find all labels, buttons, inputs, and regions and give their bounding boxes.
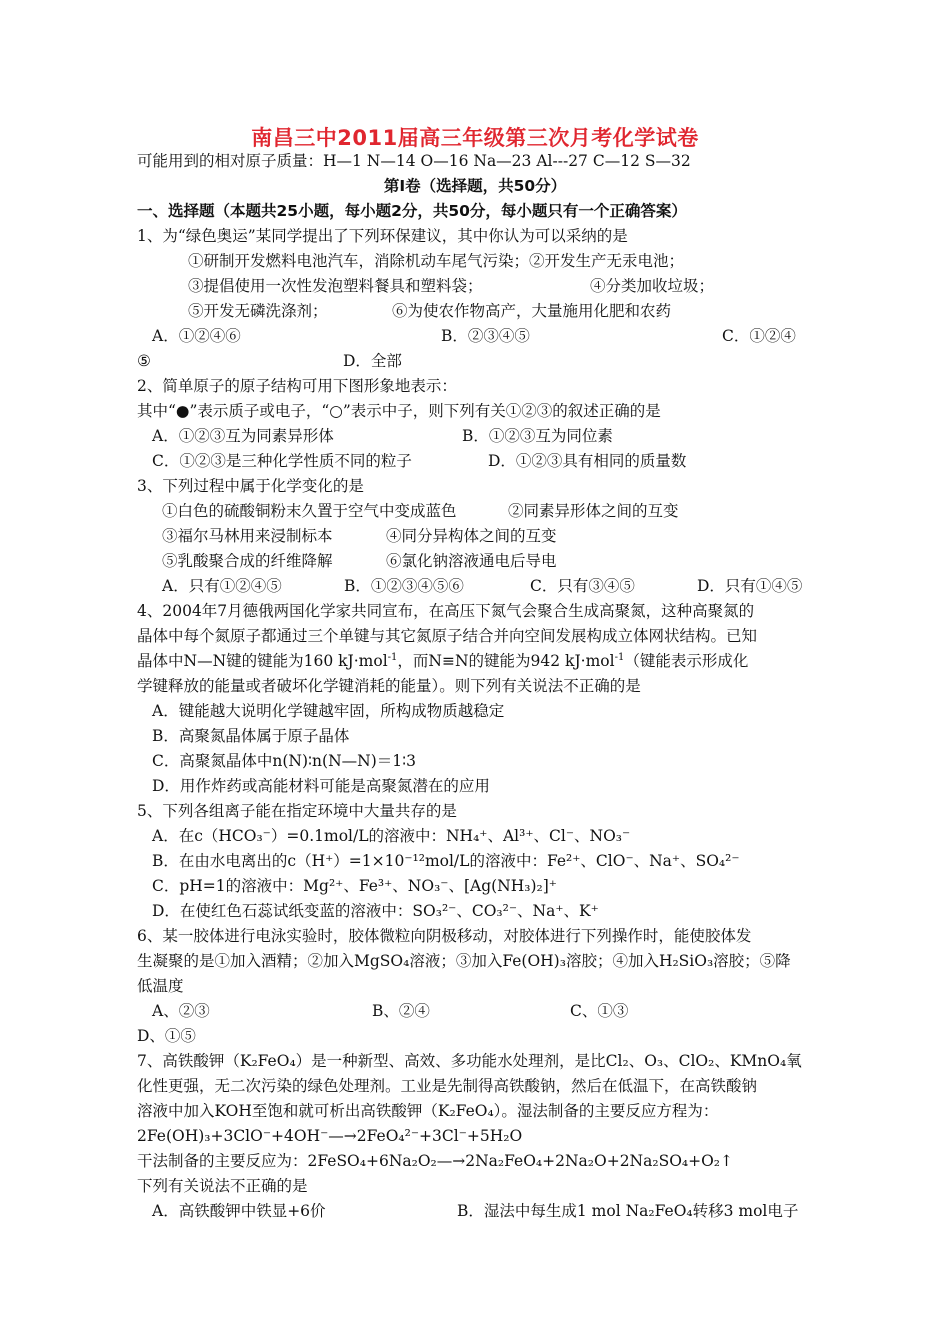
q4-line3-part1: 晶体中N—N键的键能为160 kJ·mol: [137, 652, 388, 670]
q2-stem: 2、简单原子的原子结构可用下图形象地表示：: [137, 377, 457, 395]
q3-option-d: D．只有①④⑤: [697, 577, 803, 595]
q1-item-6: ⑥为使农作物高产，大量施用化肥和农药: [392, 302, 672, 320]
q3-option-c: C．只有③④⑤: [530, 577, 635, 595]
q4-line3-part3: （键能表示形成化: [624, 652, 749, 670]
q2-legend: 其中“●”表示质子或电子，“○”表示中子，则下列有关①②③的叙述正确的是: [137, 402, 661, 420]
q2-option-b: B．①②③互为同位素: [462, 427, 613, 445]
q5-option-b: B．在由水电离出的c（H⁺）=1×10⁻¹²mol/L的溶液中：Fe²⁺、ClO⁻、Na⁺、SO₄²⁻: [152, 852, 740, 870]
q1-option-c: C．①②④: [722, 327, 796, 345]
q3-stem: 3、下列过程中属于化学变化的是: [137, 477, 364, 495]
q5-option-d: D．在使红色石蕊试纸变蓝的溶液中：SO₃²⁻、CO₃²⁻、Na⁺、K⁺: [152, 902, 599, 920]
q3-option-b: B．①②③④⑤⑥: [344, 577, 464, 595]
q7-line6: 下列有关说法不正确的是: [137, 1177, 308, 1195]
q2-option-d: D．①②③具有相同的质量数: [488, 452, 687, 470]
q1-stem: 1、为“绿色奥运”某同学提出了下列环保建议，其中你认为可以采纳的是: [137, 227, 628, 245]
q7-line1: 7、高铁酸钾（K₂FeO₄）是一种新型、高效、多功能水处理剂，是比Cl₂、O₃、ClO₂、KMnO₄氧: [137, 1052, 802, 1070]
q7-line3: 溶液中加入KOH至饱和就可析出高铁酸钾（K₂FeO₄）。湿法制备的主要反应方程为：: [137, 1102, 719, 1120]
exam-title: 南昌三中2011届高三年级第三次月考化学试卷: [251, 126, 699, 150]
q7-wet-equation: 2Fe(OH)₃+3ClO⁻+4OH⁻—→2FeO₄²⁻+3Cl⁻+5H₂O: [137, 1127, 523, 1145]
q4-option-a: A．键能越大说明化学键越牢固，所构成物质越稳定: [152, 702, 505, 720]
q4-line2: 晶体中每个氮原子都通过三个单键与其它氮原子结合并向空间发展构成立体网状结构。已知: [137, 627, 758, 645]
q4-unit-exponent: -1: [614, 651, 625, 663]
q7-line2: 化性更强，无二次污染的绿色处理剂。工业是先制得高铁酸钠，然后在低温下，在高铁酸钠: [137, 1077, 758, 1095]
q1-option-b: B．②③④⑤: [441, 327, 530, 345]
q6-line2: 生凝聚的是①加入酒精；②加入MgSO₄溶液；③加入Fe(OH)₃溶胶；④加入H₂SiO₃溶胶；⑤降: [137, 952, 791, 970]
q3-item-5: ⑤乳酸聚合成的纤维降解: [162, 552, 333, 570]
q4-line4: 学键释放的能量或者破坏化学键消耗的能量）。则下列有关说法不正确的是: [137, 677, 641, 695]
q4-option-d: D．用作炸药或高能材料可能是高聚氮潜在的应用: [152, 777, 490, 795]
q4-option-c: C．高聚氮晶体中n(N)∶n(N—N)＝1∶3: [152, 752, 416, 770]
q1-item-line1: ①研制开发燃料电池汽车，消除机动车尾气污染；②开发生产无汞电池；: [188, 252, 685, 270]
q3-item-6: ⑥氯化钠溶液通电后导电: [386, 552, 557, 570]
atomic-masses: 可能用到的相对原子质量：H—1 N—14 O—16 Na—23 Al---27 C—12 S—32: [137, 152, 691, 170]
q1-item-3: ③提倡使用一次性发泡塑料餐具和塑料袋；: [188, 277, 483, 295]
q5-stem: 5、下列各组离子能在指定环境中大量共存的是: [137, 802, 457, 820]
q4-line1: 4、2004年7月德俄两国化学家共同宣布，在高压下氮气会聚合生成高聚氮，这种高聚氮的: [137, 602, 755, 620]
q2-option-a: A．①②③互为同素异形体: [152, 427, 334, 445]
q7-option-a: A．高铁酸钾中铁显+6价: [152, 1202, 326, 1220]
q6-option-a: A、②③: [152, 1002, 210, 1020]
q4-unit-exponent: -1: [387, 651, 398, 663]
q6-line3: 低温度: [137, 977, 184, 995]
q3-item-3: ③福尔马林用来浸制标本: [162, 527, 333, 545]
q5-option-a: A．在c（HCO₃⁻）=0.1mol/L的溶液中：NH₄⁺、Al³⁺、Cl⁻、NO₃⁻: [152, 827, 631, 845]
q6-option-c: C、①③: [570, 1002, 629, 1020]
q7-dry-equation: 干法制备的主要反应为：2FeSO₄+6Na₂O₂—→2Na₂FeO₄+2Na₂O+2Na₂SO₄+O₂↑: [137, 1152, 734, 1170]
part-title: 一、选择题（本题共25小题，每小题2分，共50分，每小题只有一个正确答案）: [137, 202, 687, 220]
q1-item-4: ④分类加收垃圾；: [590, 277, 715, 295]
q3-item-4: ④同分异构体之间的互变: [386, 527, 557, 545]
q7-option-b: B．湿法中每生成1 mol Na₂FeO₄转移3 mol电子: [457, 1202, 799, 1220]
q4-line3-part2: ，而N≡N的键能为942 kJ·mol: [397, 652, 615, 670]
q5-option-c: C．pH=1的溶液中：Mg²⁺、Fe³⁺、NO₃⁻、[Ag(NH₃)₂]⁺: [152, 877, 557, 895]
q3-item-2: ②同素异形体之间的互变: [508, 502, 679, 520]
section-title: 第Ⅰ卷（选择题，共50分）: [383, 177, 567, 195]
q1-option-a: A．①②④⑥: [152, 327, 241, 345]
q2-option-c: C．①②③是三种化学性质不同的粒子: [152, 452, 412, 470]
q1-item-5: ⑤开发无磷洗涤剂；: [188, 302, 328, 320]
q6-option-d: D、①⑤: [137, 1027, 196, 1045]
q4-option-b: B．高聚氮晶体属于原子晶体: [152, 727, 350, 745]
q3-option-a: A．只有①②④⑤: [162, 577, 282, 595]
q6-option-b: B、②④: [372, 1002, 430, 1020]
q1-option-c-cont: ⑤: [137, 352, 151, 370]
q1-option-d: D．全部: [343, 352, 402, 370]
q3-item-1: ①白色的硫酸铜粉末久置于空气中变成蓝色: [162, 502, 457, 520]
q4-line3: [137, 651, 748, 671]
q6-line1: 6、某一胶体进行电泳实验时，胶体微粒向阴极移动，对胶体进行下列操作时，能使胶体发: [137, 927, 752, 945]
